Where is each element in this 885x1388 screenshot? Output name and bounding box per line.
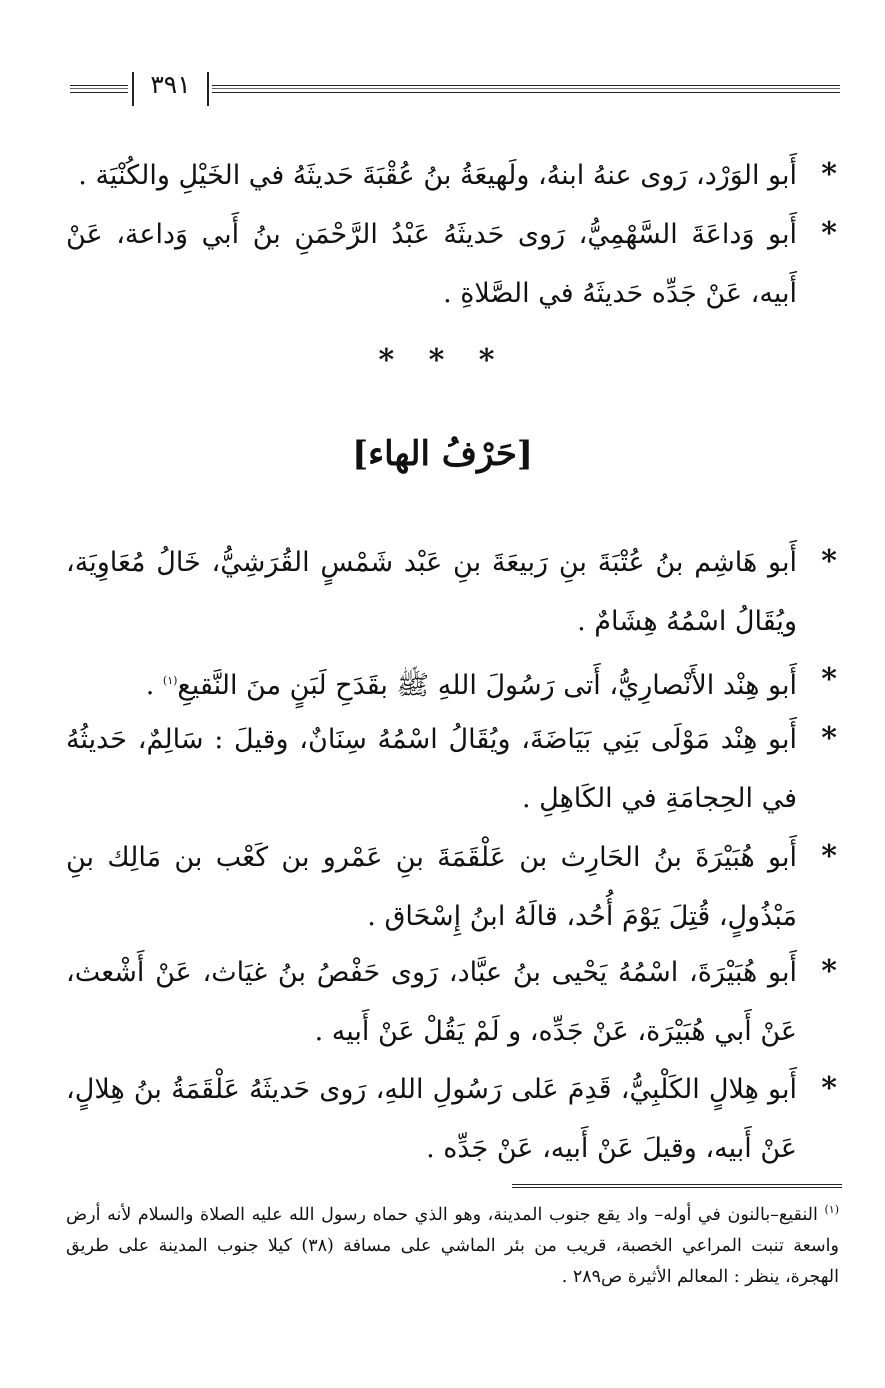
section-divider: * * * bbox=[378, 343, 507, 378]
entry-text: أَبو الوَرْد، رَوى عنهُ ابنهُ، ولَهيعَةُ بنُ عُقْبَةَ حَديثَهُ في الخَيْلِ والكُنْيَة . bbox=[78, 160, 797, 191]
bullet-star: * bbox=[821, 662, 837, 697]
footnote-reference: (١) bbox=[162, 674, 178, 687]
page-header bbox=[70, 66, 840, 112]
bullet-star: * bbox=[821, 954, 837, 989]
entry-text: أَبو هُبَيْرَةَ بنُ الحَارِث بن عَلْقَمَةَ بنِ عَمْرو بن كَعْب بن مَالِك بنِ مَبْذُولٍ، قُتِلَ يَوْمَ أُحُد، قالَهُ ابنُ إِسْحَاق . bbox=[66, 842, 797, 932]
entry-text bbox=[66, 651, 797, 715]
entry-text: أَبو هِنْد مَوْلَى بَنِي بَيَاضَةَ، ويُقَالُ اسْمُهُ سِنَانٌ، وقيلَ : سَالِمٌ، حَديثُهُ في الحِجامَةِ في الكَاهِلِ . bbox=[66, 724, 797, 814]
section-heading: [حَرْفُ الهاء] bbox=[352, 434, 533, 474]
entry-text: أَبو هُبَيْرَةَ، اسْمُهُ يَحْيى بنُ عبَّاد، رَوى حَفْصُ بنُ غيَاث، عَنْ أَشْعث، عَنْ أَبي هُبَيْرَة، عَنْ جَدِّه، و لَمْ يَقُلْ عَنْ أَبيه . bbox=[66, 957, 797, 1047]
entry-text: أَبو هِلالٍ الكَلْبِيُّ، قَدِمَ عَلى رَسُولِ اللهِ، رَوى حَديثَهُ عَلْقَمَةُ بنُ هِلالٍ، عَنْ أَبيه، وقيلَ عَنْ أَبيه، عَنْ جَدِّه . bbox=[66, 1074, 797, 1164]
page-number: ٣٩١ bbox=[150, 70, 191, 99]
footnote-mark: (١) bbox=[824, 1203, 839, 1216]
entry-text: أَبو وَداعَةَ السَّهْمِيُّ، رَوى حَديثَهُ عَبْدُ الرَّحْمَنِ بنُ أَبي وَداعة، عَنْ أَبيه، عَنْ جَدِّه حَديثَهُ في الصَّلاةِ . bbox=[66, 219, 797, 309]
bullet-star: * bbox=[821, 157, 837, 192]
header-rule-left bbox=[70, 85, 128, 93]
bullet-star: * bbox=[821, 721, 837, 756]
bullet-star: * bbox=[821, 839, 837, 874]
entry-text: أَبو هَاشِم بنُ عُتْبَةَ بنِ رَبيعَةَ بنِ عَبْد شَمْسٍ القُرَشِيُّ، خَالُ مُعَاوِيَة، ويُقَالُ اسْمُهُ هِشَامٌ . bbox=[66, 547, 797, 637]
entry-text-tail: . bbox=[145, 670, 163, 701]
bullet-star: * bbox=[821, 216, 837, 251]
bullet-star: * bbox=[821, 1071, 837, 1106]
header-bar-right bbox=[207, 72, 209, 106]
footnote-text: النقيع–بالنون في أوله– واد يقع جنوب المدينة، وهو الذي حماه رسول الله عليه الصلاة والسلام لأنه أرض واسعة تنبت المراعي الخصبة، قريب من بئر الماشي على مسافة (٣٨) كيلا جنوب المدينة على طريق الهجرة، ينظر : المعالم الأثيرة ص٢٨٩ . bbox=[66, 1204, 839, 1287]
footnote-rule bbox=[512, 1184, 842, 1188]
bullet-star: * bbox=[821, 544, 837, 579]
header-rule-right bbox=[212, 85, 840, 93]
entry-text-body: أَبو هِنْد الأَنْصارِيُّ، أَتى رَسُولَ اللهِ ﷺ بقَدَحِ لَبَنٍ منَ النَّقيعِ bbox=[177, 670, 797, 701]
footnote bbox=[66, 1194, 839, 1293]
